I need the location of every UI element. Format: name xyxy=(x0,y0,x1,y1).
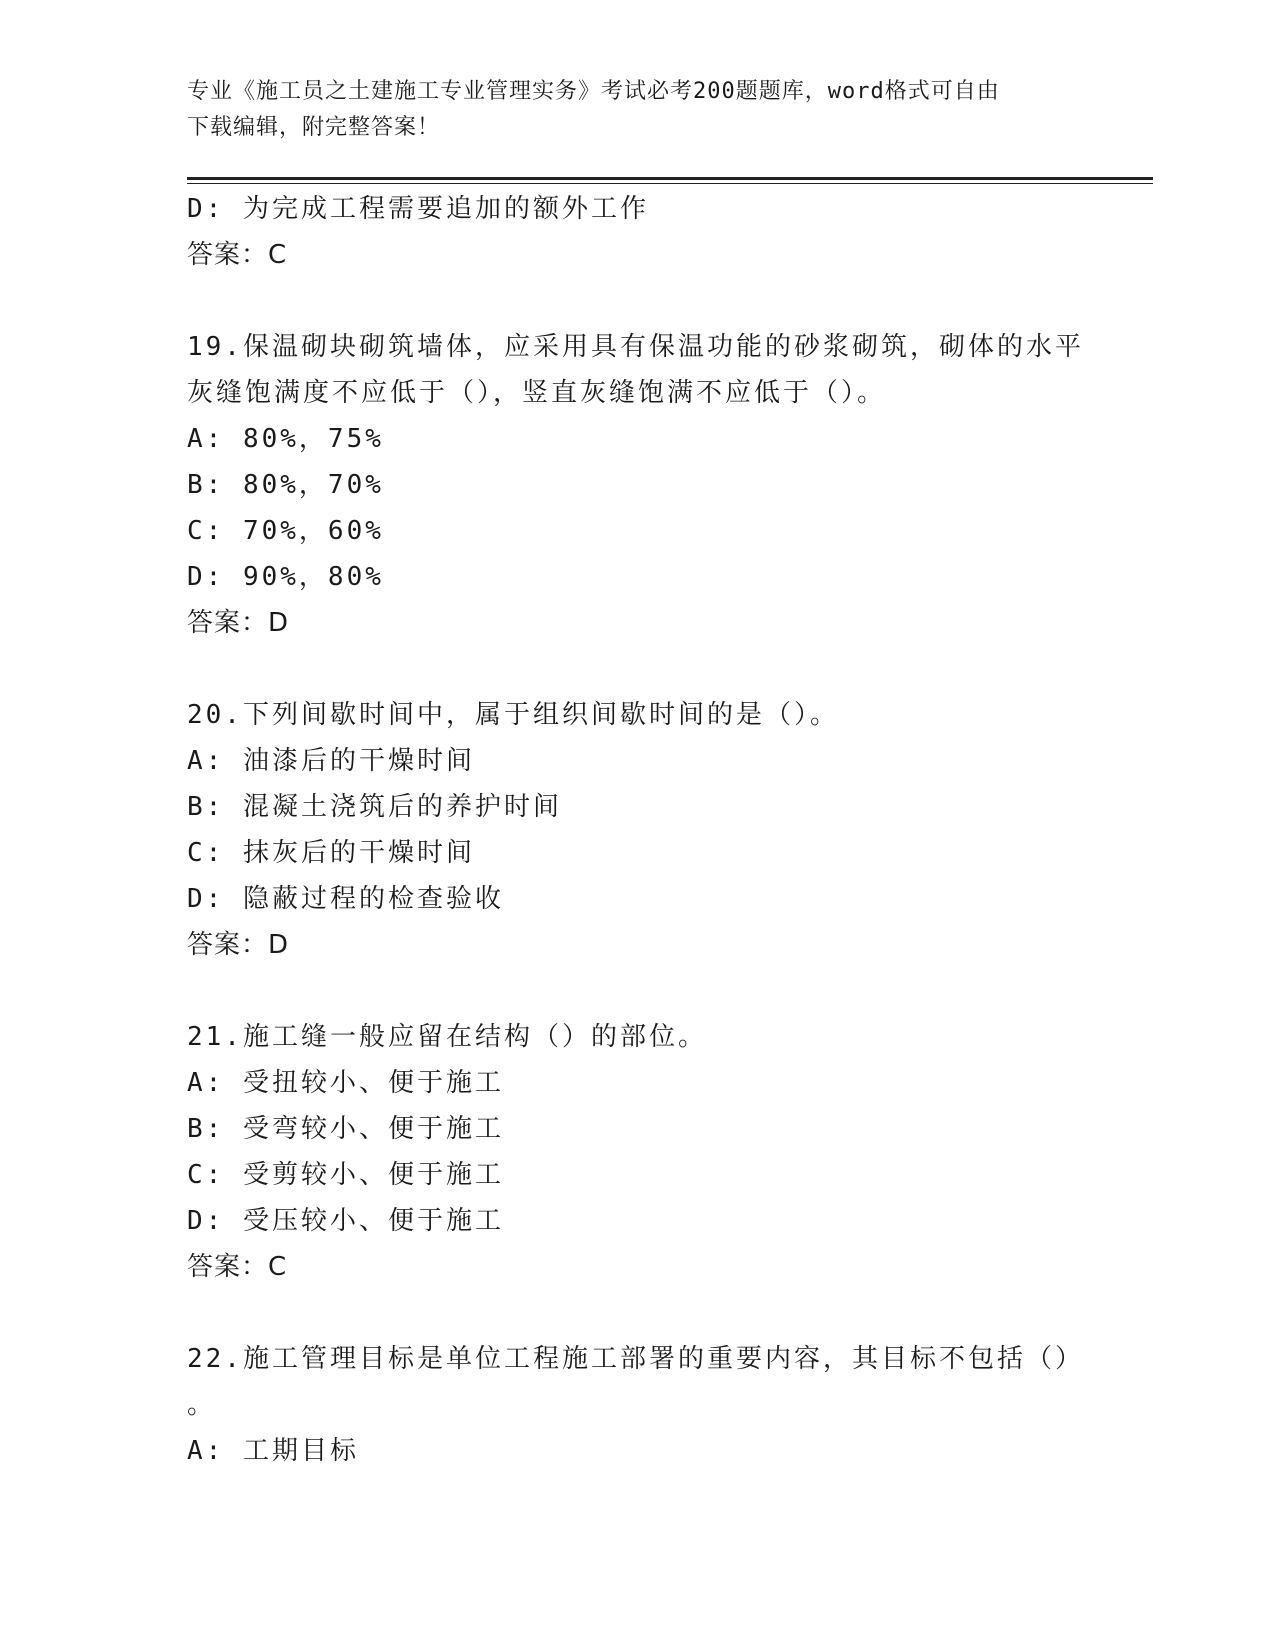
question-22-stem-line-1: 22.施工管理目标是单位工程施工部署的重要内容，其目标不包括（） xyxy=(187,1344,1084,1374)
question-20-stem: 20.下列间歇时间中，属于组织间歇时间的是（）。 xyxy=(187,700,839,730)
header-title-line-2: 下载编辑，附完整答案！ xyxy=(187,115,441,140)
question-19-option-c: C: 70%，60% xyxy=(187,516,384,546)
question-19-answer: 答案：D xyxy=(187,608,290,638)
question-22 xyxy=(187,1336,1087,1474)
question-21 xyxy=(187,1014,1087,1290)
question-21-option-b: B: 受弯较小、便于施工 xyxy=(187,1114,504,1144)
question-22-stem-line-2: 。 xyxy=(187,1390,217,1420)
question-20 xyxy=(187,692,1087,968)
question-18-option-d: D: 为完成工程需要追加的额外工作 xyxy=(187,194,649,224)
question-20-option-b: B: 混凝土浇筑后的养护时间 xyxy=(187,792,562,822)
question-21-stem: 21.施工缝一般应留在结构（）的部位。 xyxy=(187,1022,707,1052)
header-title-line-1: 专业《施工员之土建施工专业管理实务》考试必考200题题库，word格式可自由 xyxy=(187,79,1000,104)
spacer xyxy=(187,968,1087,1014)
question-19-option-b: B: 80%，70% xyxy=(187,470,384,500)
question-21-option-d: D: 受压较小、便于施工 xyxy=(187,1206,504,1236)
spacer xyxy=(187,646,1087,692)
question-19-stem-line-1: 19.保温砌块砌筑墙体，应采用具有保温功能的砂浆砌筑，砌体的水平 xyxy=(187,332,1084,362)
question-20-option-a: A: 油漆后的干燥时间 xyxy=(187,746,475,776)
spacer xyxy=(187,278,1087,324)
question-19-option-a: A: 80%，75% xyxy=(187,424,384,454)
question-19-option-d: D: 90%，80% xyxy=(187,562,384,592)
question-21-answer: 答案：C xyxy=(187,1252,288,1282)
spacer xyxy=(187,1290,1087,1336)
question-20-option-c: C: 抹灰后的干燥时间 xyxy=(187,838,475,868)
question-21-option-c: C: 受剪较小、便于施工 xyxy=(187,1160,504,1190)
question-20-answer: 答案：D xyxy=(187,930,290,960)
question-19-stem-line-2: 灰缝饱满度不应低于（），竖直灰缝饱满不应低于（）。 xyxy=(187,378,887,408)
question-21-option-a: A: 受扭较小、便于施工 xyxy=(187,1068,504,1098)
document-body xyxy=(187,186,1087,1474)
question-18-answer: 答案：C xyxy=(187,240,288,270)
question-22-option-a: A: 工期目标 xyxy=(187,1436,359,1466)
document-header xyxy=(187,74,1087,146)
header-divider-thick xyxy=(187,177,1153,180)
header-divider-thin xyxy=(187,183,1153,184)
question-18-fragment xyxy=(187,186,1087,278)
question-20-option-d: D: 隐蔽过程的检查验收 xyxy=(187,884,504,914)
question-19 xyxy=(187,324,1087,646)
